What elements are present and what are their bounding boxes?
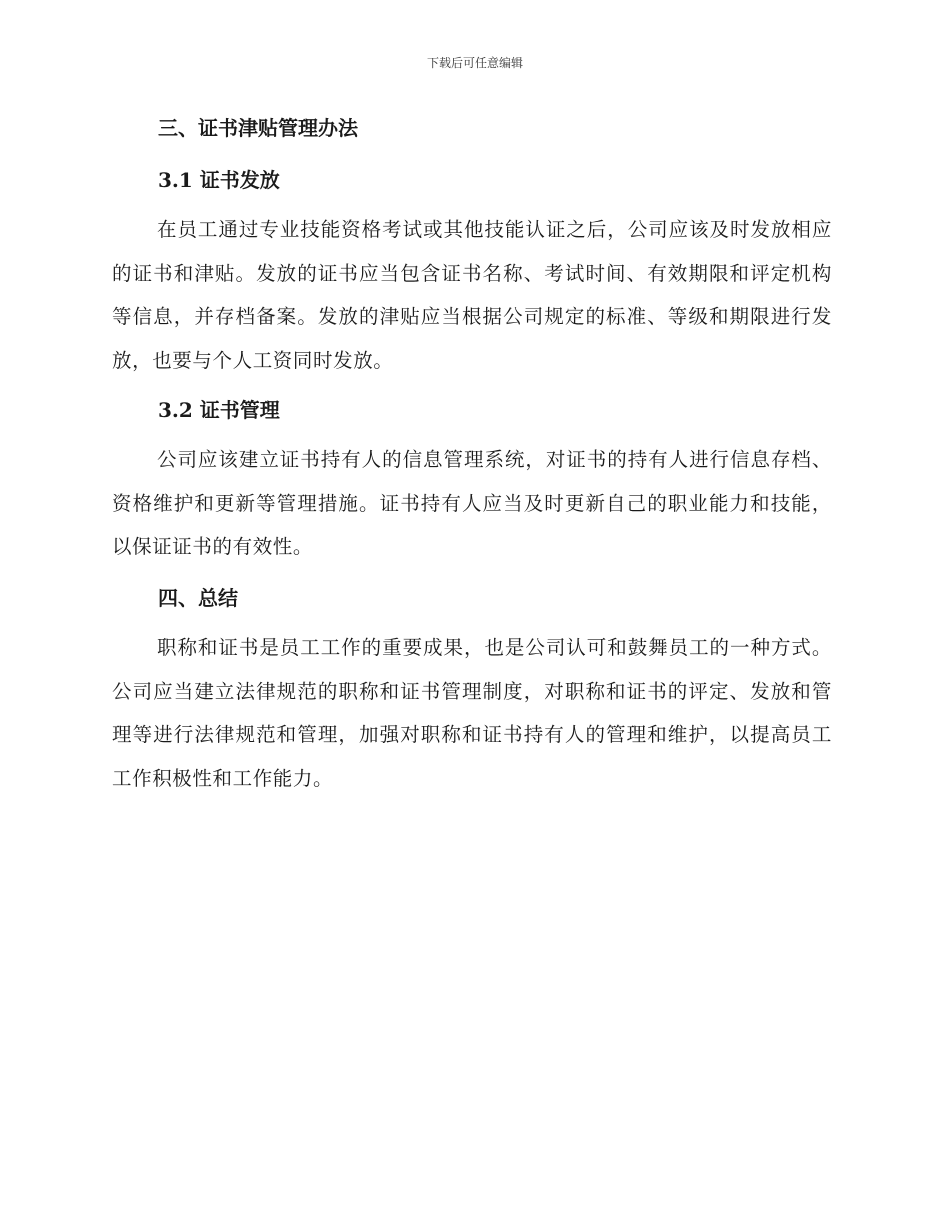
section-3-2-paragraph: 公司应该建立证书持有人的信息管理系统，对证书的持有人进行信息存档、资格维护和更新等管理措施。证书持有人应当及时更新自己的职业能力和技能，以保证证书的有效性。 bbox=[112, 448, 832, 558]
section-3-heading: 三、证书津贴管理办法 bbox=[158, 116, 358, 140]
section-4-heading: 四、总结 bbox=[158, 586, 238, 610]
section-3-1-paragraph: 在员工通过专业技能资格考试或其他技能认证之后，公司应该及时发放相应的证书和津贴。发放的证书应当包含证书名称、考试时间、有效期限和评定机构等信息，并存档备案。发放的津贴应当根据公司规定的标准、等级和期限进行发放，也要与个人工资同时发放。 bbox=[112, 218, 832, 372]
section-3-2-heading: 3.2 证书管理 bbox=[158, 398, 280, 422]
page-header-note: 下载后可任意编辑 bbox=[426, 56, 523, 70]
section-4-paragraph: 职称和证书是员工工作的重要成果，也是公司认可和鼓舞员工的一种方式。公司应当建立法律规范的职称和证书管理制度，对职称和证书的评定、发放和管理等进行法律规范和管理，加强对职称和证书持有人的管理和维护，以提高员工工作积极性和工作能力。 bbox=[112, 636, 832, 790]
section-3-1-heading: 3.1 证书发放 bbox=[158, 168, 280, 192]
